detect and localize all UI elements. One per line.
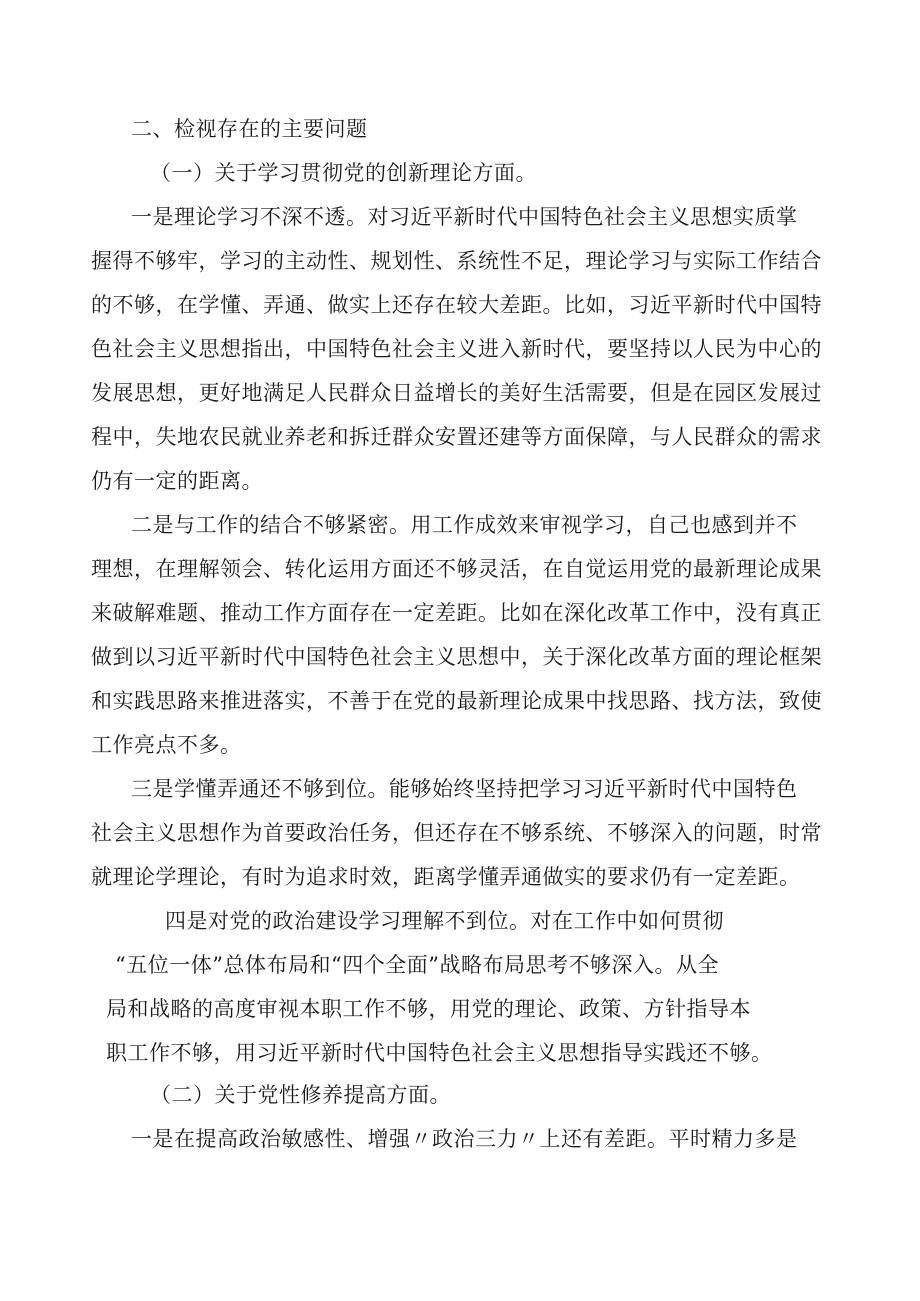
paragraph-line: 做到以习近平新时代中国特色社会主义思想中，关于深化改革方面的理论框架 <box>91 645 822 669</box>
subsection-heading: （二）关于党性修养提高方面。 <box>150 1083 451 1107</box>
paragraph-line: 的不够，在学懂、弄通、做实上还存在较大差距。比如，习近平新时代中国特 <box>91 293 822 317</box>
paragraph-line: “五位一体”总体布局和“四个全面”战略布局思考不够深入。从全 <box>115 953 719 977</box>
paragraph-line: 来破解难题、推动工作方面存在一定差距。比如在深化改革工作中，没有真正 <box>91 601 822 625</box>
paragraph-line: 三是学懂弄通还不够到位。能够始终坚持把学习习近平新时代中国特色 <box>131 777 798 801</box>
paragraph-line: 四是对党的政治建设学习理解不到位。对在工作中如何贯彻 <box>165 909 724 933</box>
paragraph-line: 仍有一定的距离。 <box>91 469 263 493</box>
paragraph-line: 发展思想，更好地满足人民群众日益增长的美好生活需要，但是在园区发展过 <box>91 381 822 405</box>
paragraph-line: 二是与工作的结合不够紧密。用工作成效来审视学习，自己也感到并不 <box>131 513 798 537</box>
paragraph-line: 和实践思路来推进落实，不善于在党的最新理论成果中找思路、找方法，致使 <box>91 689 822 713</box>
paragraph-line: 一是理论学习不深不透。对习近平新时代中国特色社会主义思想实质掌 <box>131 205 798 229</box>
subsection-heading: （一）关于学习贯彻党的创新理论方面。 <box>150 161 537 185</box>
paragraph-line: 职工作不够，用习近平新时代中国特色社会主义思想指导实践还不够。 <box>106 1041 773 1065</box>
paragraph-line: 工作亮点不多。 <box>91 733 242 757</box>
paragraph-line: 局和战略的高度审视本职工作不够，用党的理论、政策、方针指导本 <box>106 997 751 1021</box>
paragraph-line: 程中，失地农民就业养老和拆迁群众安置还建等方面保障，与人民群众的需求 <box>91 425 822 449</box>
paragraph-line: 握得不够牢，学习的主动性、规划性、系统性不足，理论学习与实际工作结合 <box>91 249 822 273</box>
paragraph-line: 社会主义思想作为首要政治任务，但还存在不够系统、不够深入的问题，时常 <box>91 821 822 845</box>
section-heading: 二、检视存在的主要问题 <box>131 117 368 141</box>
paragraph-line: 一是在提高政治敏感性、增强〃政治三力〃上还有差距。平时精力多是 <box>131 1127 798 1151</box>
paragraph-line: 就理论学理论，有时为追求时效，距离学懂弄通做实的要求仍有一定差距。 <box>91 865 801 889</box>
paragraph-line: 色社会主义思想指出，中国特色社会主义进入新时代，要坚持以人民为中心的 <box>91 337 822 361</box>
paragraph-line: 理想，在理解领会、转化运用方面还不够灵活，在自觉运用党的最新理论成果 <box>91 557 822 581</box>
